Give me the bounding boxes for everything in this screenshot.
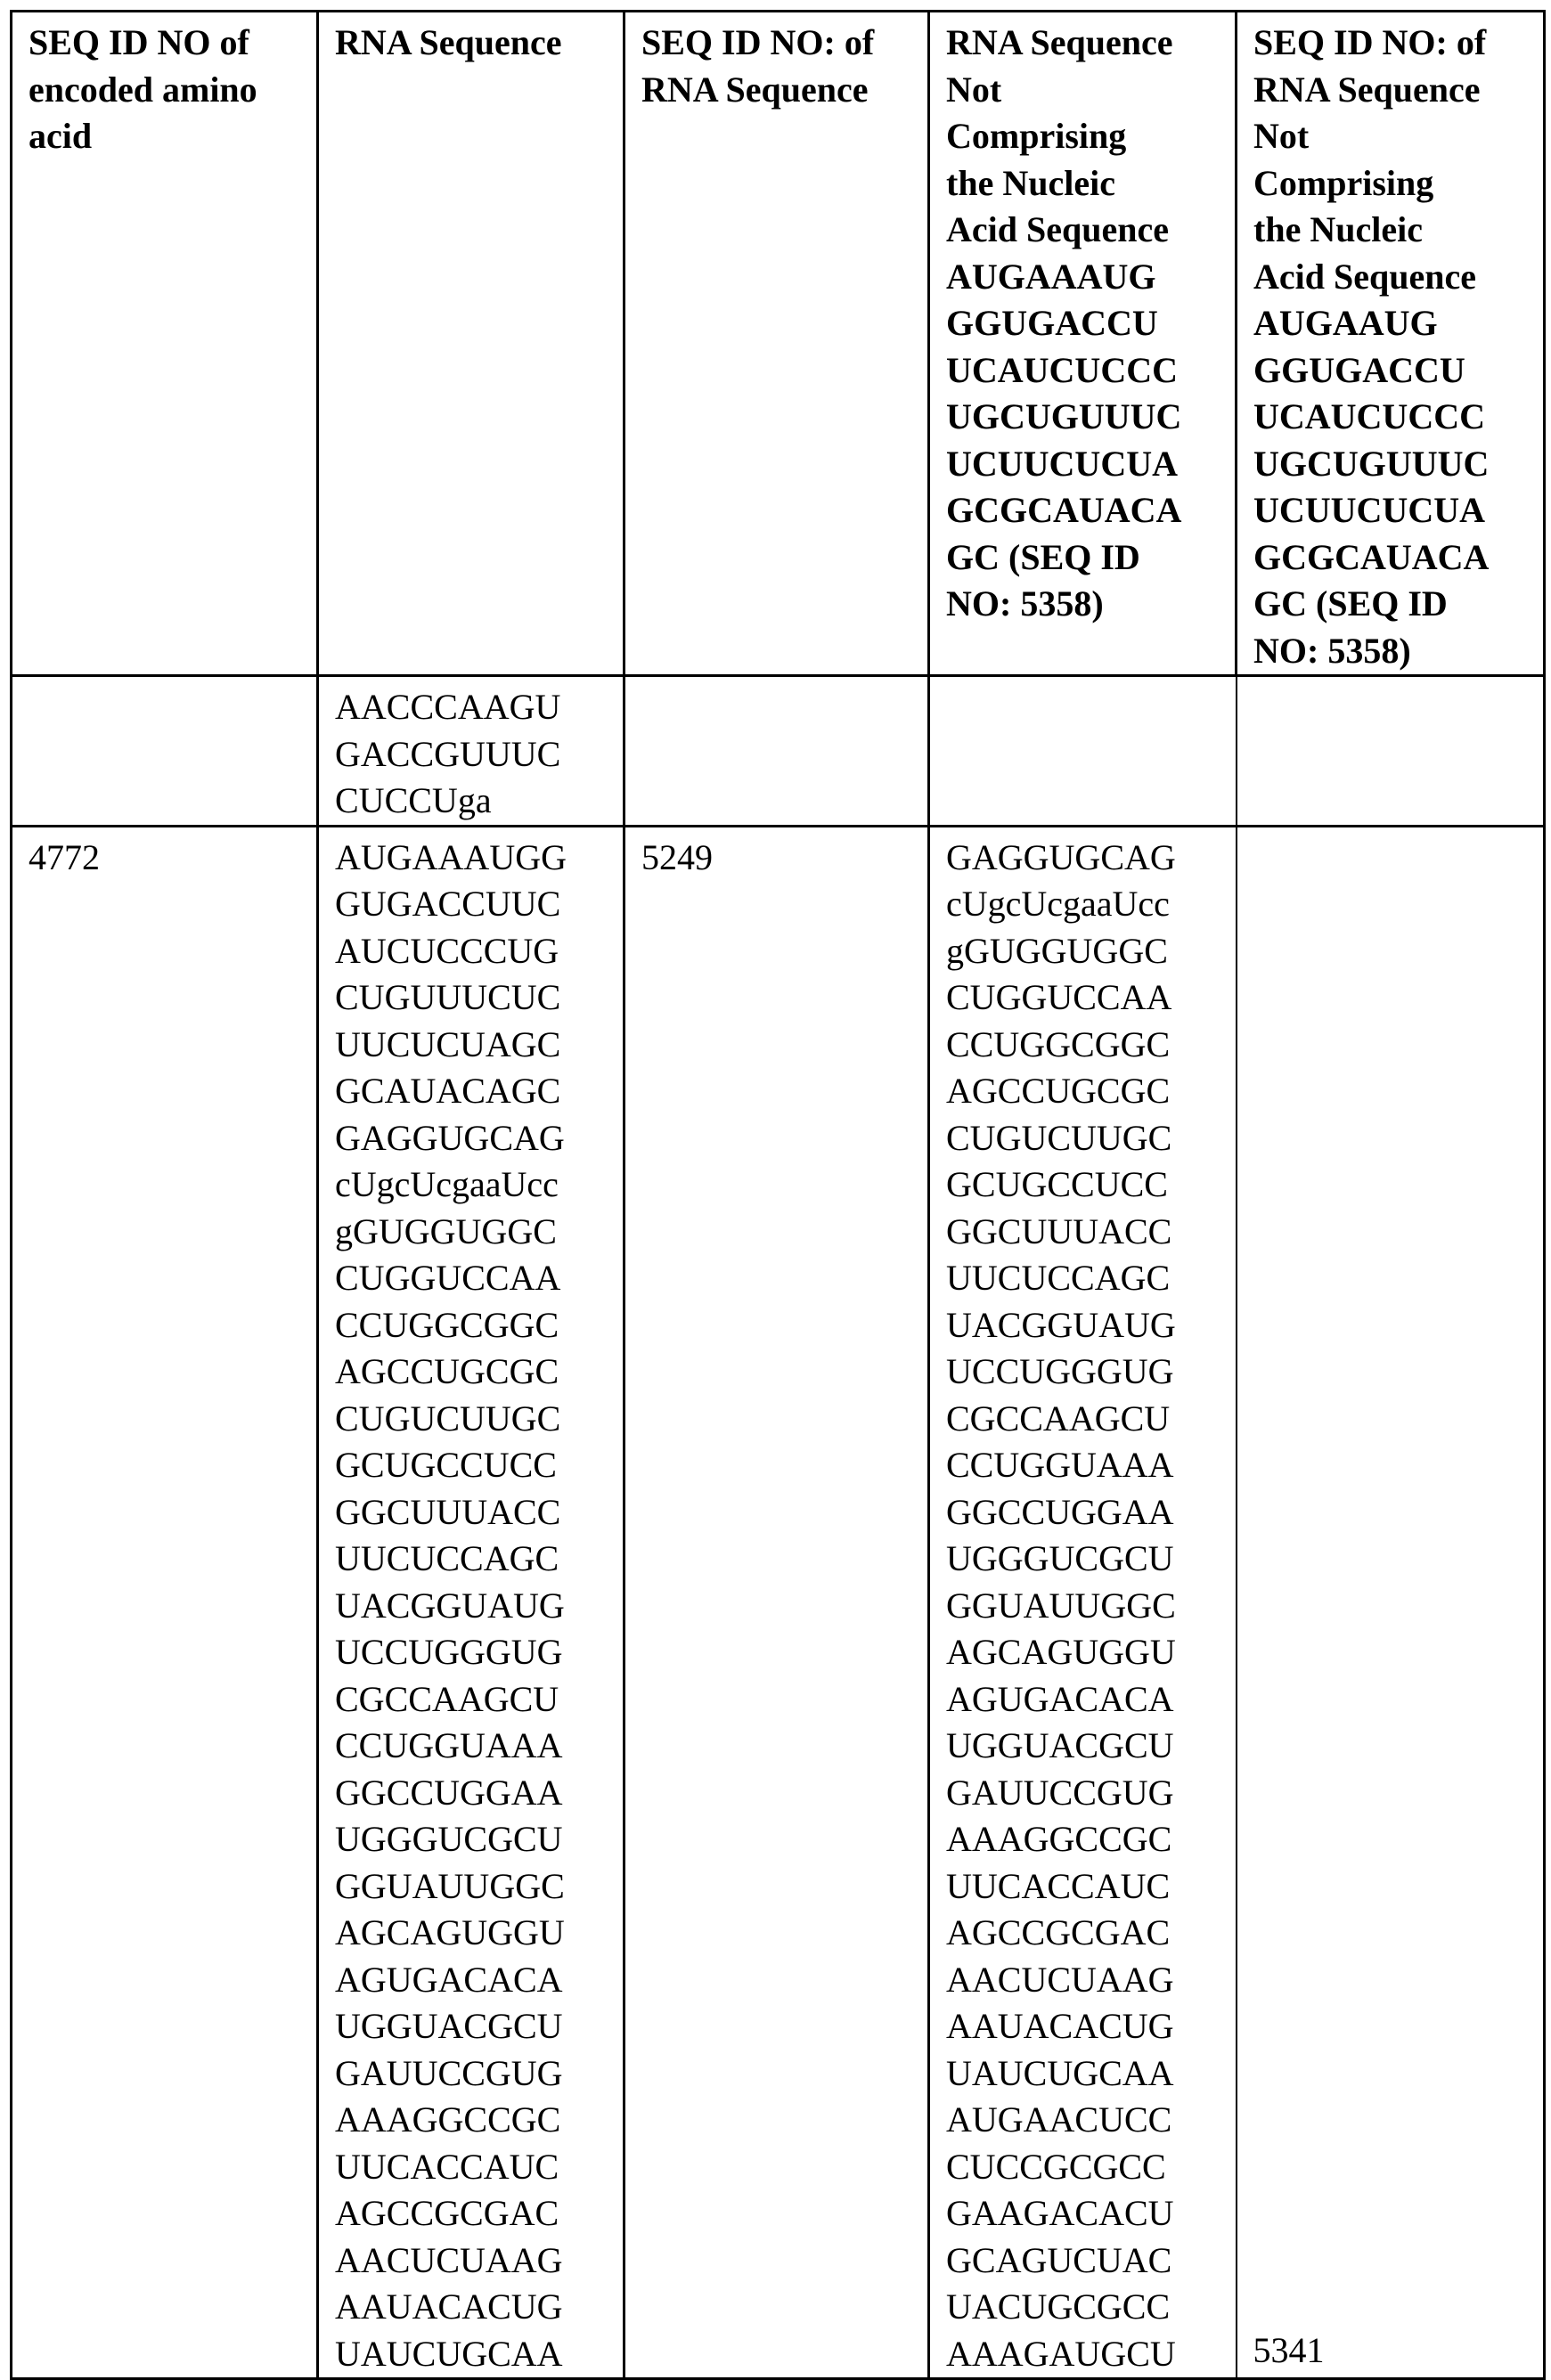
- text-line: AUGAAUG: [1253, 303, 1438, 343]
- text-line: RNA Sequence: [946, 22, 1173, 62]
- header-seq-id-rna-not-comprising: [1237, 12, 1545, 676]
- text-line: UUCUCCAGC: [335, 1538, 559, 1578]
- text-line: UGCUGUUUC: [1253, 443, 1490, 484]
- text-line: RNA Sequence: [335, 22, 562, 62]
- text-line: GC (SEQ ID: [946, 536, 1140, 577]
- text-line: GAUUCCGUG: [335, 2052, 563, 2093]
- text-line: GGCUUUACC: [946, 1210, 1172, 1251]
- header-rna-not-comprising: [929, 12, 1237, 676]
- text-line: GCGCAUACA: [946, 490, 1182, 530]
- text-line: GCUGCCUCC: [335, 1445, 557, 1485]
- text-line: CCUGGCGGC: [946, 1023, 1171, 1064]
- text-line: CUGUUUCUC: [335, 977, 561, 1017]
- text-line: UUCACCAUC: [335, 2146, 559, 2187]
- text-line: RNA Sequence: [1253, 69, 1481, 110]
- text-line: GAGGUGCAG: [946, 836, 1176, 877]
- header-row: [12, 12, 1545, 676]
- text-line: cUgcUcgaaUcc: [335, 1164, 559, 1204]
- text-line: GGCUUUACC: [335, 1491, 561, 1532]
- text-line: CCUGGUAAA: [946, 1445, 1174, 1485]
- text-line: GAUUCCGUG: [946, 1772, 1174, 1813]
- text-line: AUGAAAUG: [946, 256, 1156, 297]
- text-line: RNA Sequence: [641, 69, 869, 110]
- text-line: GCAUACAGC: [335, 1071, 561, 1111]
- cell-rna-not-comprising: [929, 826, 1237, 2379]
- text-line: SEQ ID NO of: [29, 22, 249, 62]
- text-line: UUCACCAUC: [946, 1865, 1171, 1906]
- text-line: SEQ ID NO: of: [1253, 22, 1487, 62]
- text-line: NO: 5358): [946, 583, 1104, 624]
- text-line: CUCCUga: [335, 780, 492, 820]
- text-line: gGUGGUGGC: [335, 1210, 557, 1251]
- text-line: acid: [29, 116, 93, 156]
- cell-seq-id-rna-not-comprising: [1237, 676, 1545, 827]
- header-seq-id-rna: [624, 12, 929, 676]
- text-line: AACUCUAAG: [335, 2239, 563, 2280]
- text-line: AGCCUGCGC: [946, 1071, 1171, 1111]
- text-line: UCCUGGGUG: [946, 1351, 1174, 1391]
- text-line: cUgcUcgaaUcc: [946, 884, 1170, 924]
- text-line: AUGAAAUGG: [335, 836, 567, 877]
- header-rna-sequence: [318, 12, 624, 676]
- text-line: GGUGACCU: [1253, 349, 1465, 390]
- cell-seq-id-amino-acid: 4772: [12, 826, 318, 2379]
- table-row: [12, 826, 1545, 2379]
- text-line: GGUAUUGGC: [946, 1585, 1176, 1626]
- sequence-table: [10, 10, 1546, 2380]
- text-line: UUCUCUAGC: [335, 1023, 561, 1064]
- text-line: AGUGACACA: [335, 1959, 563, 2000]
- seq-id-value: 5341: [1253, 2329, 1325, 2370]
- text-line: the Nucleic: [946, 162, 1115, 203]
- text-line: AGUGACACA: [946, 1678, 1174, 1719]
- text-line: UCAUCUCCC: [946, 349, 1178, 390]
- text-line: GACCGUUUC: [335, 733, 561, 774]
- text-line: AAAGGCCGC: [946, 1819, 1172, 1859]
- text-line: UAUCUGCAA: [946, 2052, 1174, 2093]
- cell-rna-sequence: [318, 826, 624, 2379]
- text-line: AAUACACUG: [335, 2286, 563, 2327]
- cell-rna-sequence: [318, 676, 624, 827]
- text-line: UACGGUAUG: [946, 1304, 1176, 1345]
- text-line: GAGGUGCAG: [335, 1117, 565, 1158]
- text-line: AGCAGUGGU: [335, 1912, 565, 1952]
- text-line: UUCUCCAGC: [946, 1258, 1171, 1298]
- text-line: UACGGUAUG: [335, 1585, 565, 1626]
- text-line: GGCCUGGAA: [946, 1491, 1174, 1532]
- text-line: encoded amino: [29, 69, 257, 110]
- text-line: UCUUCUCUA: [1253, 490, 1485, 530]
- text-line: CUGGUCCAA: [335, 1258, 561, 1298]
- text-line: CUCCGCGCC: [946, 2146, 1166, 2187]
- text-line: Not: [1253, 116, 1310, 156]
- text-line: GGUGACCU: [946, 303, 1158, 343]
- text-line: CUGUCUUGC: [335, 1398, 561, 1439]
- text-line: GCGCAUACA: [1253, 536, 1490, 577]
- text-line: UGGUACGCU: [335, 2006, 563, 2046]
- text-line: CUGGUCCAA: [946, 977, 1172, 1017]
- text-line: SEQ ID NO: of: [641, 22, 875, 62]
- cell-seq-id-rna: 5249: [624, 826, 929, 2379]
- text-line: UGGGUCGCU: [335, 1819, 563, 1859]
- text-line: Acid Sequence: [946, 209, 1169, 249]
- text-line: UGGGUCGCU: [946, 1538, 1174, 1578]
- text-line: AUCUCCCUG: [335, 930, 559, 971]
- text-line: AGCCGCGAC: [335, 2193, 559, 2233]
- text-line: UGGUACGCU: [946, 1725, 1174, 1765]
- text-line: AAUACACUG: [946, 2006, 1174, 2046]
- text-line: AGCAGUGGU: [946, 1632, 1176, 1672]
- text-line: Acid Sequence: [1253, 256, 1476, 297]
- cell-seq-id-rna: [624, 676, 929, 827]
- text-line: CGCCAAGCU: [946, 1398, 1171, 1439]
- text-line: GC (SEQ ID: [1253, 583, 1448, 624]
- text-line: AAAGAUGCU: [946, 2333, 1176, 2374]
- text-line: CCUGGUAAA: [335, 1725, 563, 1765]
- header-seq-id-amino-acid: [12, 12, 318, 676]
- text-line: Comprising: [946, 116, 1127, 156]
- cell-seq-id-rna-not-comprising: [1237, 826, 1545, 2379]
- text-line: AUGAACUCC: [946, 2099, 1172, 2140]
- text-line: UGCUGUUUC: [946, 396, 1182, 436]
- text-line: GCAGUCUAC: [946, 2239, 1172, 2280]
- text-line: UAUCUGCAA: [335, 2333, 563, 2374]
- text-line: AACCCAAGU: [335, 687, 561, 727]
- text-line: CGCCAAGCU: [335, 1678, 559, 1719]
- text-line: GAAGACACU: [946, 2193, 1174, 2233]
- text-line: GGCCUGGAA: [335, 1772, 563, 1813]
- text-line: UCAUCUCCC: [1253, 396, 1485, 436]
- text-line: UCCUGGGUG: [335, 1632, 563, 1672]
- text-line: Not: [946, 69, 1002, 110]
- text-line: UCUUCUCUA: [946, 443, 1178, 484]
- text-line: AGCCUGCGC: [335, 1351, 559, 1391]
- table-row: [12, 676, 1545, 827]
- text-line: UACUGCGCC: [946, 2286, 1171, 2327]
- text-line: AACUCUAAG: [946, 1959, 1174, 2000]
- text-line: the Nucleic: [1253, 209, 1423, 249]
- text-line: CUGUCUUGC: [946, 1117, 1172, 1158]
- cell-rna-not-comprising: [929, 676, 1237, 827]
- text-line: NO: 5358): [1253, 630, 1411, 671]
- text-line: AGCCGCGAC: [946, 1912, 1171, 1952]
- text-line: GGUAUUGGC: [335, 1865, 565, 1906]
- text-line: GUGACCUUC: [335, 884, 561, 924]
- text-line: Comprising: [1253, 162, 1434, 203]
- text-line: CCUGGCGGC: [335, 1304, 559, 1345]
- text-line: GCUGCCUCC: [946, 1164, 1168, 1204]
- text-line: gGUGGUGGC: [946, 930, 1168, 971]
- text-line: AAAGGCCGC: [335, 2099, 561, 2140]
- cell-seq-id-amino-acid: [12, 676, 318, 827]
